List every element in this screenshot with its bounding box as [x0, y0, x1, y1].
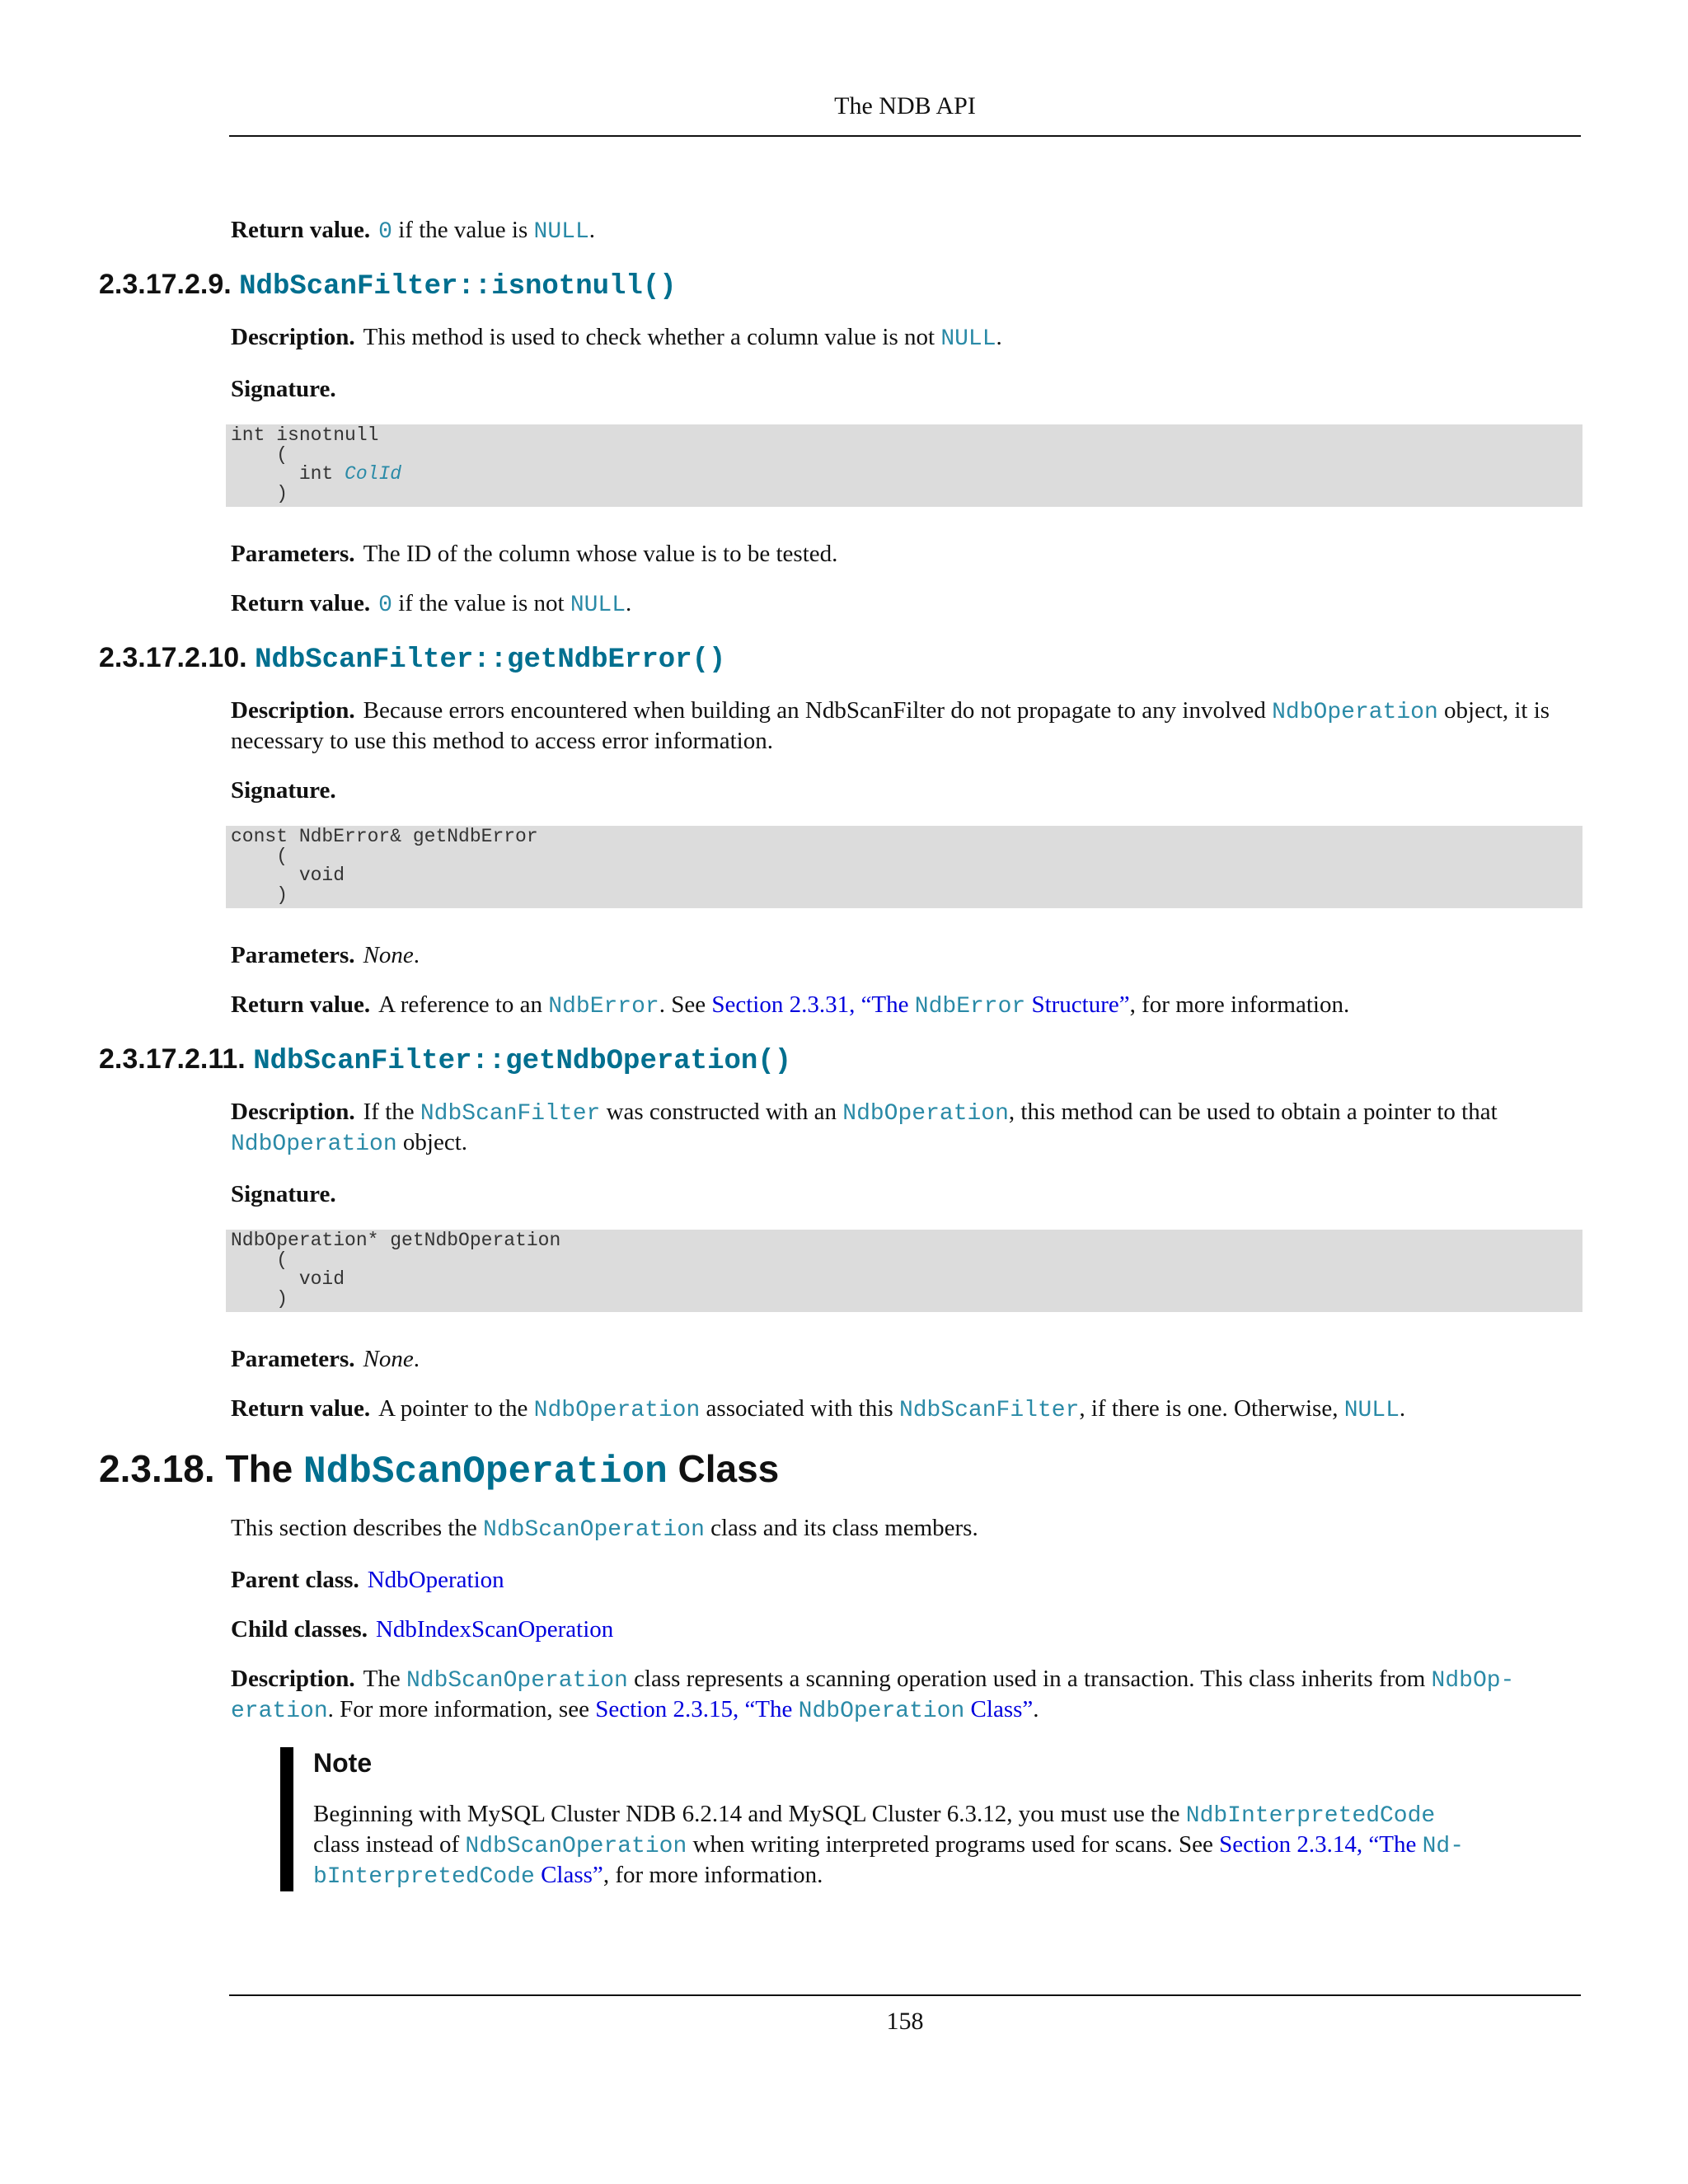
section-heading-isnotnull: [99, 268, 1688, 303]
link-text: Section 2.3.31, “The: [711, 991, 915, 1018]
text: The ID of the column whose value is to be tested.: [363, 541, 838, 567]
label: Parameters.: [231, 942, 355, 968]
text: . For more information, see: [327, 1696, 596, 1722]
code-ndberror: NdbError: [548, 994, 659, 1019]
code-block-getndboperation: NdbOperation* getNdbOperation ( void ): [226, 1230, 1582, 1312]
label: Return value.: [231, 217, 371, 243]
description-getndboperation: [231, 1098, 1582, 1159]
code-ndbscanoperation: NdbScanOperation: [465, 1834, 687, 1859]
heading-text: Class: [667, 1447, 780, 1490]
code-text: int isnotnull ( int: [231, 424, 379, 485]
text: if the value is: [392, 217, 534, 243]
link-text: Class”: [964, 1696, 1034, 1722]
signature-label-getndberror: [231, 776, 1582, 804]
text: was constructed with an: [600, 1099, 843, 1125]
text: .: [626, 590, 632, 616]
text: , this method can be used to obtain a pointer to that: [1008, 1099, 1498, 1125]
label: Description.: [231, 697, 355, 724]
text: class and its class members.: [704, 1515, 978, 1541]
link-code: NdbOperation: [798, 1699, 965, 1724]
section-method-name: NdbScanFilter::getNdbOperation(): [253, 1046, 792, 1077]
text: A pointer to the: [378, 1395, 534, 1422]
label: Return value.: [231, 1395, 371, 1422]
link-ndbindexscanoperation[interactable]: NdbIndexScanOperation: [375, 1616, 614, 1643]
code-ndboperation: NdbOperation: [842, 1101, 1009, 1127]
link-ndberror-structure[interactable]: [711, 991, 1129, 1018]
text: class instead of: [313, 1831, 466, 1858]
label: Signature.: [231, 376, 336, 402]
footer-rule: [229, 1994, 1581, 1996]
note-text: [313, 1800, 1550, 1891]
code-ndboperation-part2: eration: [231, 1699, 328, 1724]
code-ndbscanfilter: NdbScanFilter: [420, 1101, 601, 1127]
link-text: Structure”: [1025, 991, 1130, 1018]
label: Child classes.: [231, 1616, 368, 1643]
code-null: NULL: [570, 593, 626, 618]
page-body: [0, 216, 1688, 1891]
code-param: ColId: [345, 463, 402, 485]
description-getndberror: [231, 696, 1582, 755]
code-ndboperation: NdbOperation: [231, 1132, 397, 1157]
child-classes: [231, 1615, 1582, 1643]
code-ndboperation: NdbOperation: [1272, 700, 1438, 725]
text: associated with this: [700, 1395, 899, 1422]
text: None: [363, 942, 414, 968]
section-number: 2.3.18.: [99, 1447, 215, 1490]
code-ndbscanoperation: NdbScanOperation: [406, 1668, 628, 1694]
parameters-getndboperation: [231, 1345, 1582, 1373]
code-block-isnotnull: [226, 424, 1582, 507]
text: A reference to an: [378, 991, 549, 1018]
link-text: Class”: [534, 1862, 603, 1888]
heading-text: The: [225, 1447, 304, 1490]
text: object, it is necessary to use this method to access error information.: [231, 697, 1550, 754]
code-zero: 0: [378, 219, 392, 245]
note-box: [280, 1747, 1550, 1891]
label: Description.: [231, 1099, 355, 1125]
text: .: [1399, 1395, 1406, 1422]
text: , for more information.: [603, 1862, 823, 1888]
text: .: [996, 324, 1002, 350]
signature-label-isnotnull: [231, 375, 1582, 403]
text: .: [1033, 1696, 1039, 1722]
text: if the value is not: [392, 590, 570, 616]
text: class represents a scanning operation used in a transaction. This class inherits from: [627, 1666, 1432, 1692]
link-code: bInterpretedCode: [313, 1864, 535, 1890]
parameters-isnotnull: [231, 540, 1582, 568]
return-value-getndboperation: [231, 1394, 1582, 1425]
code-null: NULL: [940, 326, 996, 352]
parent-class: [231, 1566, 1582, 1594]
text: Because errors encountered when building an NdbScanFilter do not propagate to any involved: [363, 697, 1273, 724]
text: The: [363, 1666, 406, 1692]
header-rule: [229, 135, 1581, 137]
text: None: [363, 1346, 414, 1372]
section-heading-ndbscanoperation-class: [99, 1446, 1688, 1494]
code-zero: 0: [378, 593, 392, 618]
class-intro: [231, 1514, 1582, 1544]
link-code: NdbError: [914, 994, 1026, 1019]
code-null: NULL: [533, 219, 589, 245]
description-isnotnull: [231, 323, 1582, 354]
code-block-getndberror: const NdbError& getNdbError ( void ): [226, 826, 1582, 908]
code-ndbscanoperation: NdbScanOperation: [483, 1517, 705, 1543]
text: object.: [396, 1129, 467, 1155]
label: Description.: [231, 1666, 355, 1692]
text: Beginning with MySQL Cluster NDB 6.2.14 and MySQL Cluster 6.3.12, you must use the: [313, 1801, 1186, 1827]
code-ndbscanfilter: NdbScanFilter: [898, 1398, 1080, 1423]
text: .: [588, 217, 595, 243]
note-title: Note: [313, 1748, 373, 1778]
label: Signature.: [231, 1181, 336, 1207]
text: when writing interpreted programs used for scans. See: [687, 1831, 1220, 1858]
link-ndboperation-class-section[interactable]: [595, 1696, 1033, 1722]
link-code: Nd-: [1422, 1834, 1465, 1859]
code-null: NULL: [1343, 1398, 1400, 1423]
text: This method is used to check whether a column value is not: [363, 324, 941, 350]
code-text: ): [276, 482, 288, 504]
text: .: [413, 1346, 420, 1372]
page-number: 158: [886, 2008, 924, 2035]
text: This section describes the: [231, 1515, 484, 1541]
signature-label-getndboperation: [231, 1180, 1582, 1208]
section-number: 2.3.17.2.11.: [99, 1043, 246, 1075]
text: , for more information.: [1129, 991, 1350, 1018]
section-number: 2.3.17.2.10.: [99, 642, 247, 673]
section-class-name: NdbScanOperation: [303, 1451, 668, 1493]
section-heading-getndboperation: [99, 1043, 1688, 1078]
text: , if there is one. Otherwise,: [1079, 1395, 1344, 1422]
return-value-isnotnull: [231, 589, 1582, 620]
section-number: 2.3.17.2.9.: [99, 269, 232, 300]
label: Parameters.: [231, 541, 355, 567]
section-method-name: NdbScanFilter::isnotnull(): [239, 271, 677, 302]
label: Return value.: [231, 991, 371, 1018]
text: .: [413, 942, 420, 968]
label: Parent class.: [231, 1567, 359, 1593]
code-ndbinterpretedcode: NdbInterpretedCode: [1185, 1803, 1436, 1829]
class-description: [231, 1665, 1582, 1726]
label: Parameters.: [231, 1346, 355, 1372]
link-text: Section 2.3.14, “The: [1219, 1831, 1423, 1858]
parameters-getndberror: [231, 941, 1582, 969]
label: Signature.: [231, 777, 336, 804]
label: Return value.: [231, 590, 371, 616]
text: . See: [659, 991, 712, 1018]
section-heading-getndberror: [99, 641, 1688, 677]
running-header: The NDB API: [834, 92, 976, 120]
section-method-name: NdbScanFilter::getNdbError(): [255, 644, 726, 676]
label: Description.: [231, 324, 355, 350]
return-value-getndberror: [231, 991, 1582, 1021]
link-text: Section 2.3.15, “The: [595, 1696, 799, 1722]
code-ndboperation: NdbOperation: [533, 1398, 701, 1423]
link-ndboperation[interactable]: NdbOperation: [367, 1567, 504, 1593]
text: If the: [363, 1099, 420, 1125]
code-ndboperation-part1: NdbOp-: [1431, 1668, 1515, 1694]
return-value-isnull: [231, 216, 1582, 246]
